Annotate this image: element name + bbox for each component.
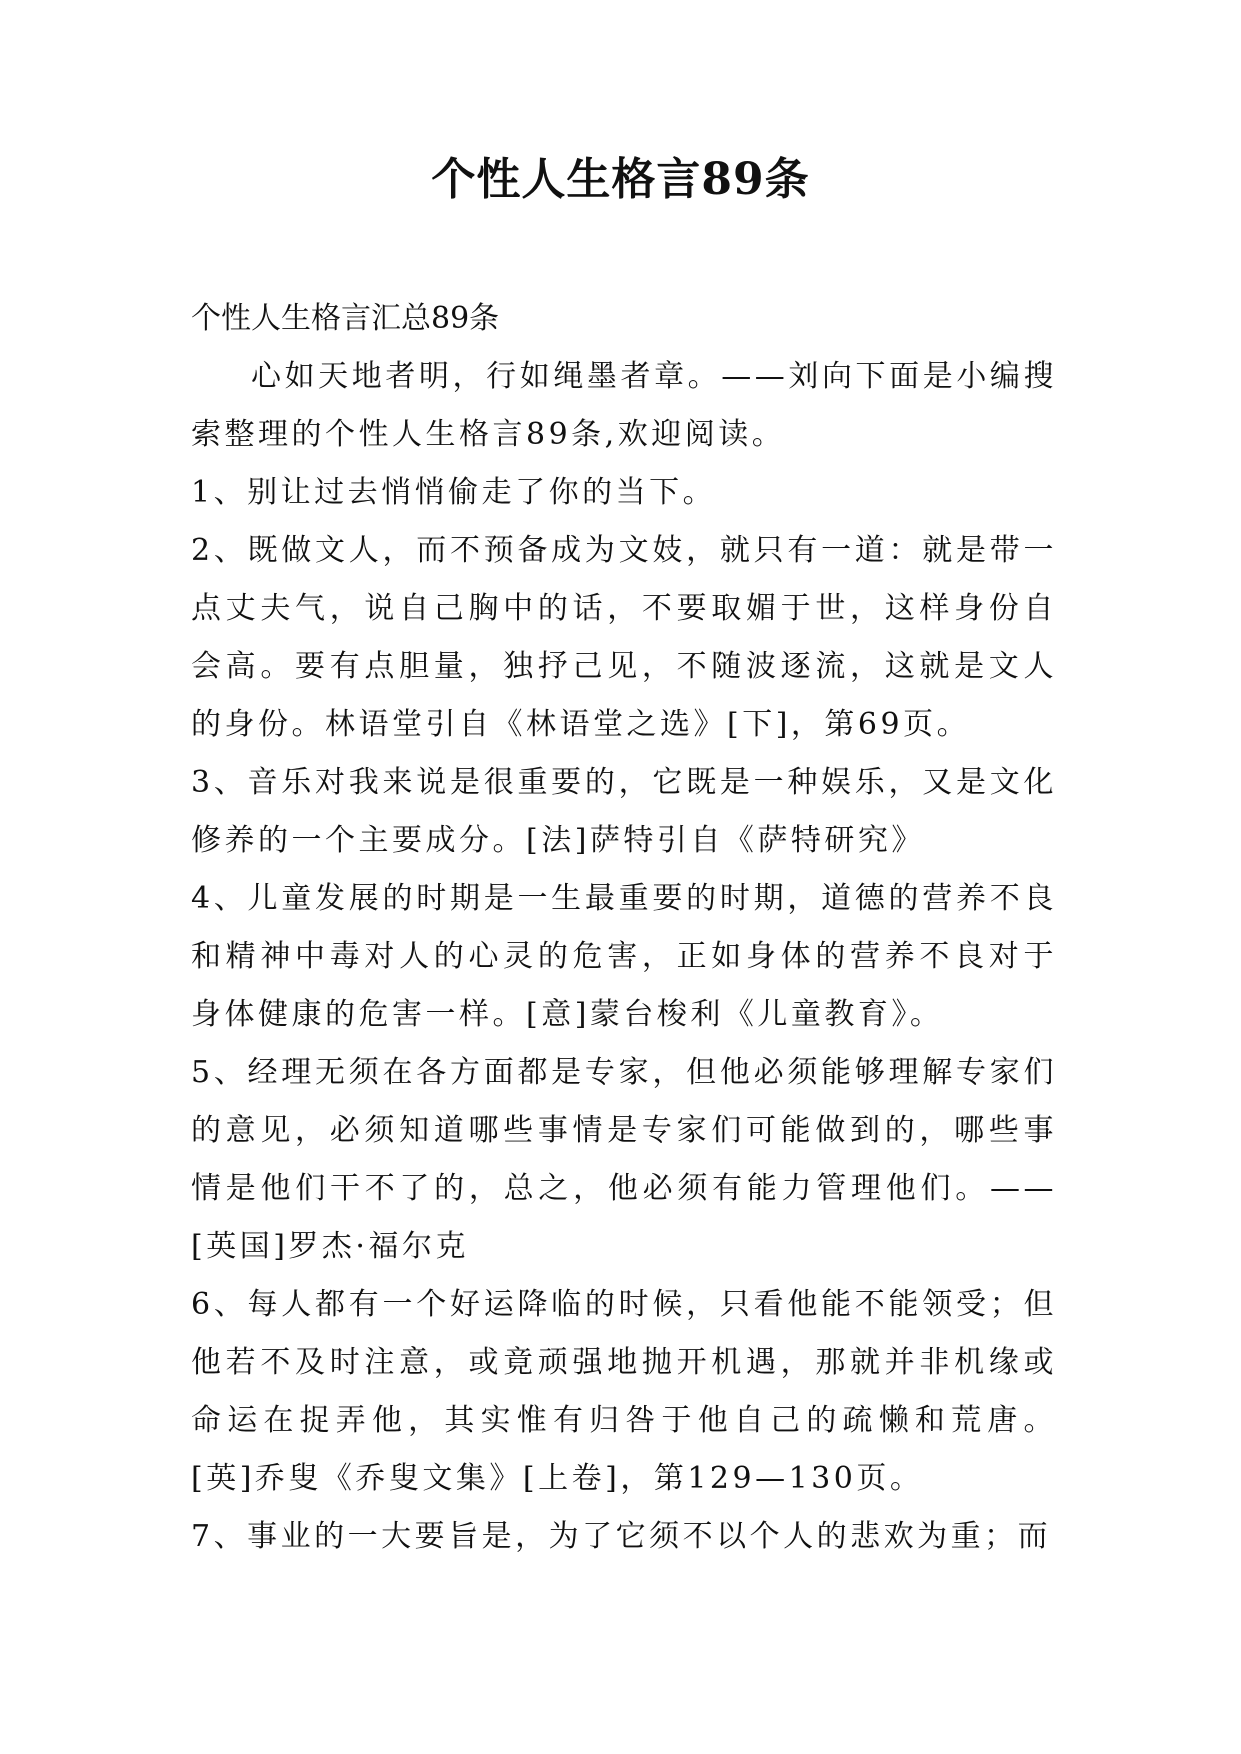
- quote-item-2: 2、既做文人，而不预备成为文妓，就只有一道：就是带一点丈夫气，说自己胸中的话，不要取媚于世，这样身份自会高。要有点胆量，独抒己见，不随波逐流，这就是文人的身份。林语堂引自《林语堂之选》[下]，第69页。: [191, 533, 1057, 742]
- quote-item-3: 3、音乐对我来说是很重要的，它既是一种娱乐，又是文化修养的一个主要成分。[法]萨特引自《萨特研究》: [191, 765, 1057, 858]
- quote-item-7: 7、事业的一大要旨是，为了它须不以个人的悲欢为重；而: [191, 1519, 1052, 1554]
- quote-item-5: 5、经理无须在各方面都是专家，但他必须能够理解专家们的意见，必须知道哪些事情是专家们可能做到的，哪些事情是他们干不了的，总之，他必须有能力管理他们。——[英国]罗杰·福尔克: [191, 1055, 1057, 1264]
- quote-item-6: 6、每人都有一个好运降临的时候，只看他能不能领受；但他若不及时注意，或竟顽强地抛开机遇，那就并非机缘或命运在捉弄他，其实惟有归咎于他自己的疏懒和荒唐。[英]乔叟《乔叟文集》[上卷]，第129—130页。: [191, 1287, 1057, 1496]
- document-title: 个性人生格言89条: [431, 154, 810, 205]
- document-body: [191, 290, 1057, 1566]
- quote-item-4: 4、儿童发展的时期是一生最重要的时期，道德的营养不良和精神中毒对人的心灵的危害，正如身体的营养不良对于身体健康的危害一样。[意]蒙台梭利《儿童教育》。: [191, 881, 1057, 1032]
- intro-paragraph: 心如天地者明，行如绳墨者章。——刘向下面是小编搜索整理的个性人生格言89条,欢迎阅读。: [191, 359, 1057, 452]
- quote-item-1: 1、别让过去悄悄偷走了你的当下。: [191, 475, 717, 510]
- document-subtitle: 个性人生格言汇总89条: [191, 301, 500, 336]
